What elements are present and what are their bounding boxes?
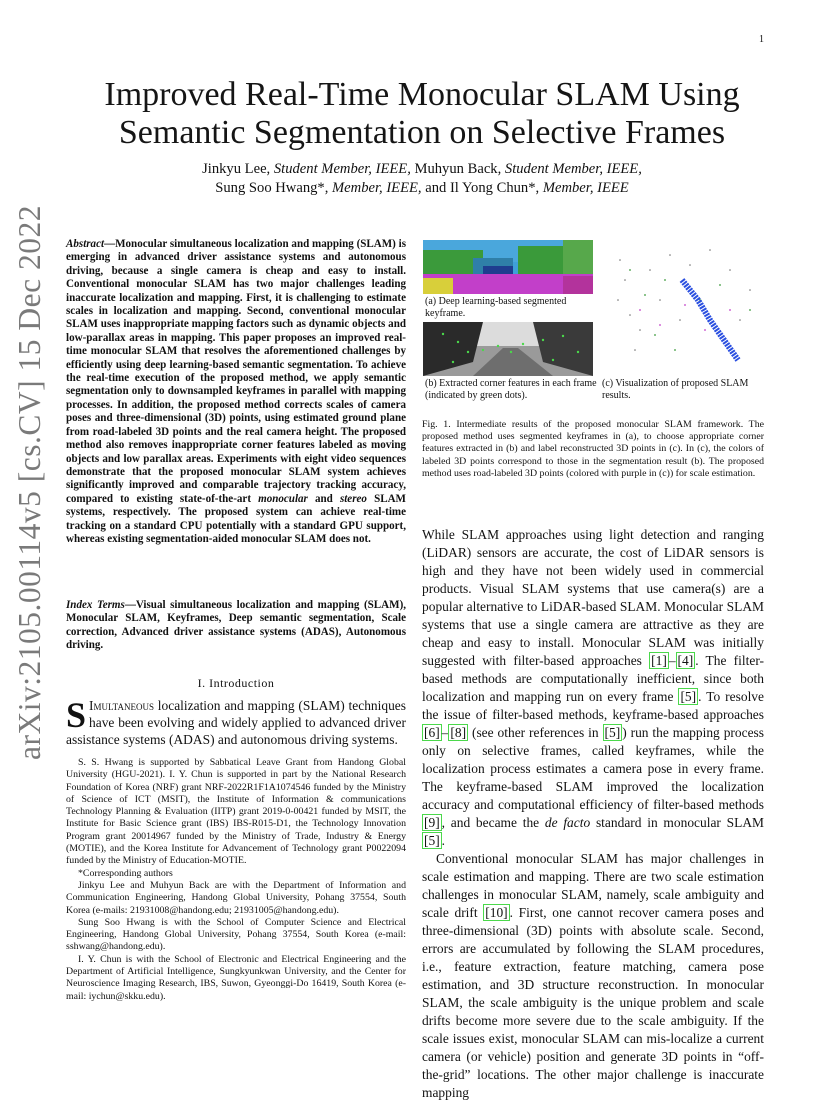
authors-line-2: Sung Soo Hwang*, Member, IEEE, and Il Yong Chun*, Member, IEEE: [215, 180, 629, 196]
citation-link[interactable]: [1]: [651, 653, 667, 668]
index-terms: Index Terms—Visual simultaneous localization and mapping (SLAM), Monocular SLAM, Keyframes, Deep semantic segmentation, Scale correction, Advanced driver assistance systems (ADAS), Autonomous driving.: [66, 599, 407, 652]
subcaption-a: (a) Deep learning-based segmented keyframe.: [425, 296, 567, 319]
figure-caption: Fig. 1. Intermediate results of the proposed monocular SLAM framework. The proposed method uses segmented keyframes in (a), to choose appropriate corner features extracted in (b) and label reconstructed 3D points in (c). In (c), the colors of labeled 3D points correspond to those in the segmentation result (b). The proposed method uses road-labeled 3D points (colored with purple in (c)) for scale estimation.: [422, 419, 764, 479]
arxiv-stamp: arXiv:2105.00114v5 [cs.CV] 15 Dec 2022: [12, 205, 47, 760]
citation-link[interactable]: [8]: [450, 725, 467, 740]
citation-link[interactable]: [6]: [424, 725, 440, 740]
slam-point-cloud-image: [600, 240, 764, 376]
right-column-body: [422, 526, 764, 1102]
title-line-1: Improved Real-Time Monocular SLAM Using: [104, 76, 740, 113]
footnote: Jinkyu Lee and Muhyun Back are with the Department of Information and Communication Engineering, Handong Global University, Pohang 37554, South Korea (e-mails: 21931008@handong.edu; 21931005@handong.edu).: [66, 879, 406, 916]
citation-link[interactable]: [4]: [677, 653, 694, 668]
abstract: Abstract—Monocular simultaneous localization and mapping (SLAM) is emerging in advanced driver assistance systems and autonomous driving, because a single camera is cheap and easy to install. Conventional monocular SLAM has two major challenges leading inaccurate localization and mapping. First, it is challenging to estimate scales in localization and mapping. Second, conventional monocular SLAM uses inappropriate mapping factors such as dynamic objects and low-parallax areas in mapping. This paper proposes an improved real-time monocular SLAM that resolves the aforementioned challenges by efficiently using deep learning-based semantic segmentation. To achieve the real-time execution of the proposed method, we apply semantic segmentation only to downsampled keyframes in parallel with mapping processes. In addition, the proposed method corrects scales of camera poses and three-dimensional (3D) points, using estimated ground plane from road-labeled 3D points and the real camera height. The proposed method also removes inappropriate corner features labeled as moving objects and low parallax areas. Experiments with eight video sequences demonstrate that the proposed monocular SLAM system achieves significantly improved and comparable trajectory tracking accuracy, compared to existing state-of-the-art monocular and stereo SLAM systems, respectively. The proposed system can achieve real-time tracking on a standard CPU potentially with a standard GPU support, whereas existing segmentation-aided monocular SLAM does not.: [66, 238, 406, 545]
corner-features-image: [423, 322, 593, 376]
segmented-keyframe-image: [423, 240, 593, 294]
subcaption-b: (b) Extracted corner features in each frame (indicated by green dots).: [425, 378, 597, 401]
index-terms-label: Index Terms: [66, 599, 125, 611]
abstract-label: Abstract: [66, 238, 105, 250]
footnote: *Corresponding authors: [78, 867, 173, 879]
title-line-2: Semantic Segmentation on Selective Frames: [118, 114, 726, 151]
footnotes: [66, 757, 406, 1003]
citation-link[interactable]: [5]: [424, 833, 440, 848]
drop-cap: S: [66, 695, 87, 735]
subcaption-c: (c) Visualization of proposed SLAM results.: [602, 378, 749, 401]
footnote: Sung Soo Hwang is with the School of Computer Science and Electrical Engineering, Handong Global University, Pohang 37554, South Korea (e-mail: sshwang@handong.edu).: [66, 916, 406, 953]
footnote: S. S. Hwang is supported by Sabbatical Leave Grant from Handong Global University (HGU-2021). I. Y. Chun is supported in part by the National Research Foundation of Korea (NRF) grant NRF-2022R1F1A1074546 funded by the Ministry of Science of ICT (MSIT), the Institute of Information & communications Technology Planning & Evaluation (IITP) grant 2019-0-00421 funded by MSIT, the Institute for Basic Science grant (IBS) IBS-R015-D1, the Technology Innovation Program grant 20014967 funded by the Ministry of Trade, Industry & Energy (MOTIE), and the Korea Institute for Advancement of Technology grant P0022094 funded by the Ministry of Education-MOTIE.: [66, 757, 406, 867]
authors-line-1: Jinkyu Lee, Student Member, IEEE, Muhyun Back, Student Member, IEEE,: [202, 161, 642, 177]
citation-link[interactable]: [5]: [604, 725, 621, 740]
page-number: 1: [759, 34, 764, 45]
citation-link[interactable]: [10]: [485, 905, 508, 920]
author-list: [60, 160, 784, 198]
intro-paragraph: S Imultaneous localization and mapping (SLAM) techniques have been evolving and widely applied to advanced driver assistance systems (ADAS) and autonomous driving systems.: [66, 695, 406, 747]
section-heading: I. Introduction: [197, 676, 275, 690]
body-paragraph: Conventional monocular SLAM has major challenges in scale estimation and mapping. There are two scale estimation challenges in monocular SLAM, namely, scale ambiguity and scale drift [10] . First, one cannot recover camera poses and three-dimensional (3D) points with absolute scale. Second, errors are accumulated by following the SLAM procedures, i.e., feature extraction, feature matching, camera pose estimation, and 3D structure reconstruction. In monocular SLAM, the scale ambiguity is the unique problem and scale drifts become more severe due to the scale ambiguity. If the scale issues exist, monocular SLAM can mis-localize a current camera (or vehicle) position and generate 3D points in “off-the-grid” locations. The other major challenge is inaccurate mapping: [422, 851, 764, 1100]
citation-link[interactable]: [9]: [424, 815, 440, 830]
body-paragraph: While SLAM approaches using light detection and ranging (LiDAR) sensors are accurate, the cost of LiDAR sensors is high and they have not been widely used in commercial products. Visual SLAM systems that use camera(s) are a popular alternative to LiDAR-based SLAM. Monocular SLAM systems that use a single camera are attractive as they are cheap and easy to install. Monocular SLAM was initially suggested with filter-based approaches [1] – [4] . The filter-based methods are computationally inefficient, since both localization and mapping run on every frame [5] . To resolve the issue of filter-based methods, keyframe-based approaches [6] – [8] (see other references in [5] ) run the mapping process only on selective frames, called keyframes, while the localization process estimates a camera pose in every frame. The keyframe-based SLAM improved the localization accuracy and computational efficiency of filter-based methods [9] , and became the de facto standard in monocular SLAM [5] .: [422, 527, 764, 848]
footnote: I. Y. Chun is with the School of Electronic and Electrical Engineering and the Department of Artificial Intelligence, Sungkyunkwan University, and the Center for Neuroscience Imaging Research, IBS, Suwon, Gyeonggi-Do 16419, South Korea (e-mail: iychun@skku.edu).: [66, 953, 406, 1002]
citation-link[interactable]: [5]: [680, 689, 697, 704]
paper-title: [60, 76, 784, 152]
